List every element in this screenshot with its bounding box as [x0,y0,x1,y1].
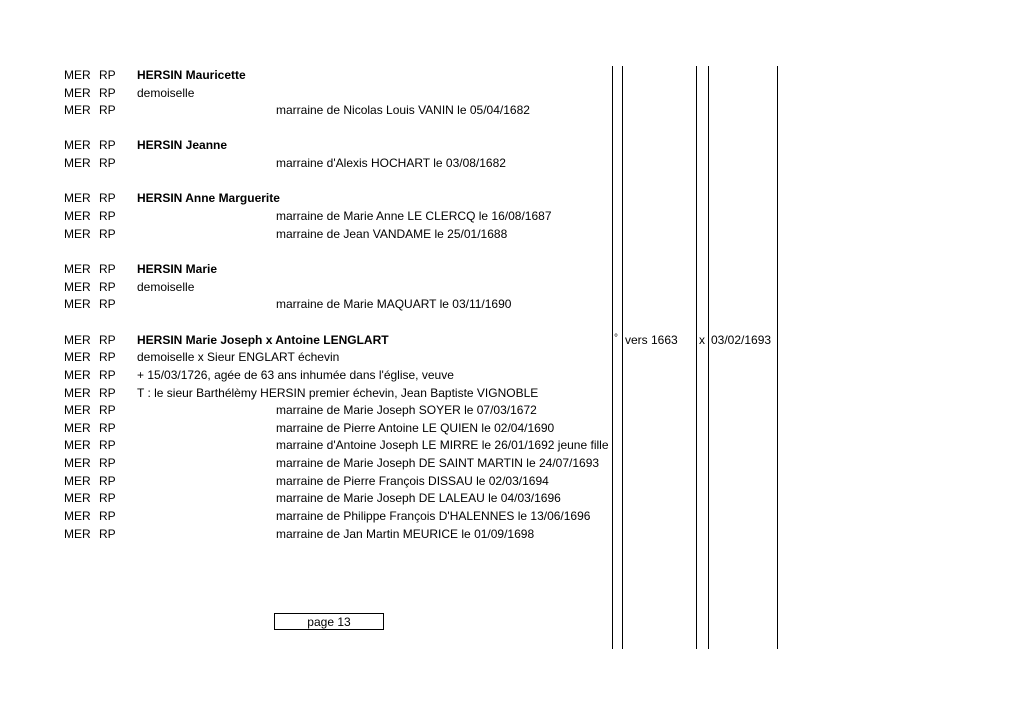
godmother-record: marraine de Marie Joseph DE SAINT MARTIN le 24/07/1693 [276,456,600,470]
source-code: MER [64,280,91,294]
entry-note: T : le sieur Barthélèmy HERSIN premier échevin, Jean Baptiste VIGNOBLE [137,386,539,400]
record-type: RP [99,333,116,347]
source-code: MER [64,456,91,470]
source-code: MER [64,86,91,100]
person-name: HERSIN Marie [137,262,218,276]
page-number-box [274,613,384,630]
marriage-mark: x [699,333,705,347]
godmother-record: marraine de Marie Joseph DE LALEAU le 04/03/1696 [276,491,561,505]
source-code: MER [64,297,91,311]
record-type: RP [99,280,116,294]
godmother-record: marraine de Marie Anne LE CLERCQ le 16/08/1687 [276,209,552,223]
source-code: MER [64,421,91,435]
source-code: MER [64,386,91,400]
record-type: RP [99,421,116,435]
source-code: MER [64,474,91,488]
record-type: RP [99,103,116,117]
person-name: HERSIN Mauricette [137,68,246,82]
record-type: RP [99,403,116,417]
source-code: MER [64,227,91,241]
record-type: RP [99,456,116,470]
source-code: MER [64,156,91,170]
record-type: RP [99,474,116,488]
godmother-record: marraine de Nicolas Louis VANIN le 05/04/1682 [276,103,530,117]
person-name: HERSIN Jeanne [137,138,228,152]
record-type: RP [99,191,116,205]
record-type: RP [99,509,116,523]
source-code: MER [64,68,91,82]
source-code: MER [64,333,91,347]
entry-note: + 15/03/1726, agée de 63 ans inhumée dans l'église, veuve [137,368,454,382]
record-type: RP [99,527,116,541]
godmother-record: marraine d'Alexis HOCHART le 03/08/1682 [276,156,506,170]
record-type: RP [99,438,116,452]
godmother-record: marraine de Marie MAQUART le 03/11/1690 [276,297,512,311]
record-type: RP [99,297,116,311]
source-code: MER [64,350,91,364]
entry-note: demoiselle x Sieur ENGLART échevin [137,350,340,364]
birth-date: vers 1663 [625,333,678,347]
column-rule [622,66,623,649]
column-rule [777,66,778,649]
record-type: RP [99,386,116,400]
record-type: RP [99,262,116,276]
godmother-record: marraine de Jean VANDAME le 25/01/1688 [276,227,508,241]
record-type: RP [99,227,116,241]
source-code: MER [64,262,91,276]
godmother-record: marraine de Pierre Antoine LE QUIEN le 02/04/1690 [276,421,555,435]
godmother-record: marraine d'Antoine Joseph LE MIRRE le 26/01/1692 jeune fille [276,438,609,452]
source-code: MER [64,138,91,152]
godmother-record: marraine de Philippe François D'HALENNES le 13/06/1696 [276,509,591,523]
source-code: MER [64,103,91,117]
entry-note: demoiselle [137,86,195,100]
source-code: MER [64,403,91,417]
source-code: MER [64,509,91,523]
person-name: HERSIN Anne Marguerite [137,191,280,205]
record-type: RP [99,209,116,223]
source-code: MER [64,438,91,452]
record-type: RP [99,86,116,100]
record-type: RP [99,350,116,364]
page-number: page 13 [307,615,351,629]
birth-mark: ° [614,333,618,344]
source-code: MER [64,527,91,541]
marriage-date: 03/02/1693 [711,333,772,347]
person-name: HERSIN Marie Joseph x Antoine LENGLART [137,333,389,347]
record-type: RP [99,156,116,170]
source-code: MER [64,191,91,205]
godmother-record: marraine de Marie Joseph SOYER le 07/03/1672 [276,403,537,417]
source-code: MER [64,368,91,382]
record-type: RP [99,491,116,505]
column-rule [708,66,709,649]
column-rule [612,66,613,649]
godmother-record: marraine de Pierre François DISSAU le 02/03/1694 [276,474,549,488]
record-type: RP [99,368,116,382]
source-code: MER [64,491,91,505]
record-type: RP [99,68,116,82]
godmother-record: marraine de Jan Martin MEURICE le 01/09/1698 [276,527,535,541]
column-rule [696,66,697,649]
source-code: MER [64,209,91,223]
record-type: RP [99,138,116,152]
entry-note: demoiselle [137,280,195,294]
